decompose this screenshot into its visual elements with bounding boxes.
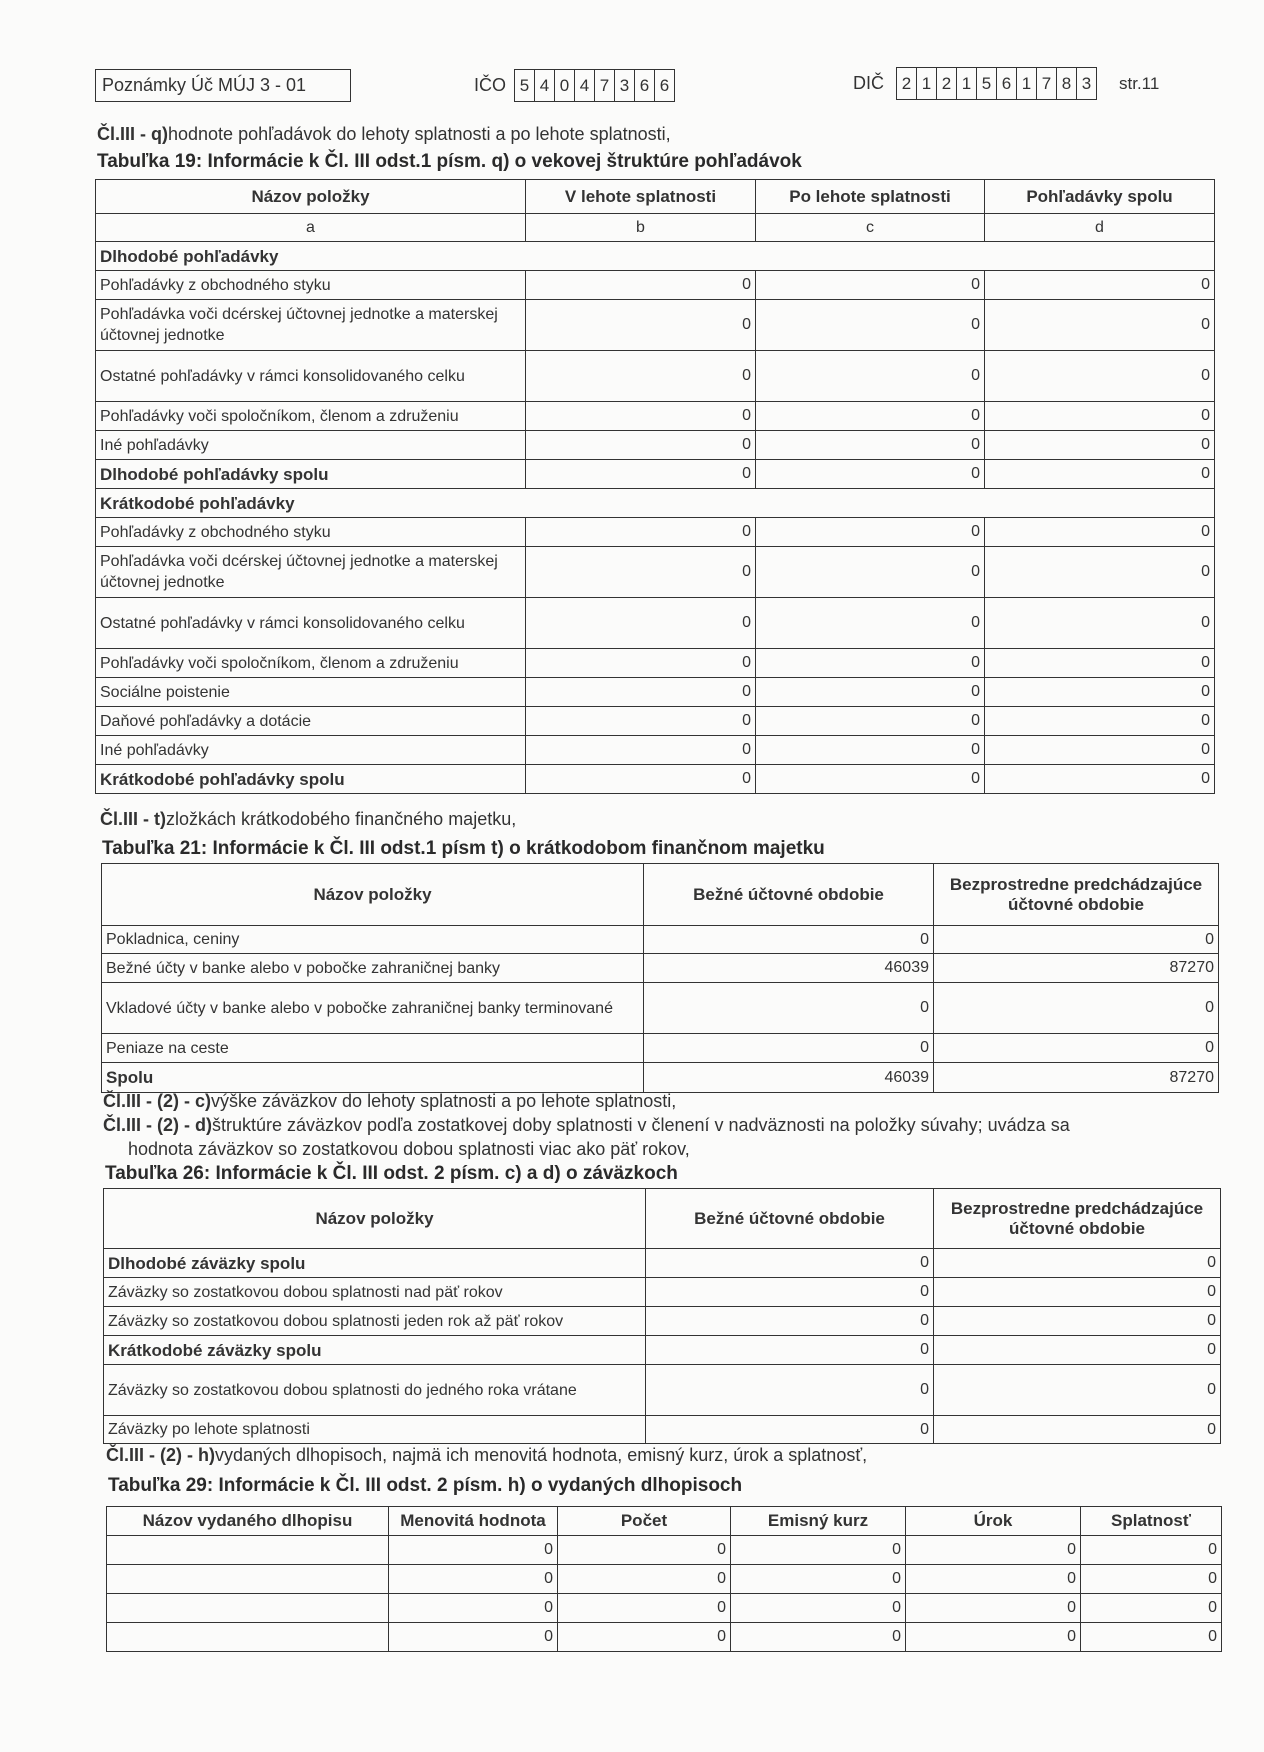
cell-c: 0 bbox=[756, 300, 985, 351]
cell-b: 0 bbox=[526, 271, 756, 300]
row-label: Pokladnica, ceniny bbox=[102, 926, 644, 954]
ico-digit: 5 bbox=[515, 70, 535, 101]
col-header: Názov položky bbox=[104, 1189, 646, 1249]
form-title-box bbox=[95, 69, 351, 102]
table-row bbox=[96, 547, 1215, 598]
table-row bbox=[102, 1063, 1219, 1093]
section-q-prefix: Čl.III - q) bbox=[97, 124, 168, 144]
ico-label: IČO bbox=[474, 75, 507, 95]
cell-count: 0 bbox=[558, 1623, 731, 1652]
section-d-heading bbox=[103, 1115, 1070, 1136]
cell-current: 0 bbox=[646, 1307, 934, 1336]
cell-previous: 0 bbox=[934, 1307, 1221, 1336]
dic-digit: 6 bbox=[997, 68, 1017, 99]
cell-current: 0 bbox=[644, 1034, 934, 1063]
table19-letter-row bbox=[96, 214, 1215, 242]
row-label: Dlhodobé záväzky spolu bbox=[104, 1249, 646, 1278]
table-row bbox=[107, 1623, 1222, 1652]
cell-d: 0 bbox=[985, 518, 1215, 547]
cell-current: 0 bbox=[646, 1365, 934, 1416]
cell-c: 0 bbox=[756, 351, 985, 402]
table-row bbox=[96, 300, 1215, 351]
table19-title: Tabuľka 19: Informácie k Čl. III odst.1 písm. q) o vekovej štruktúre pohľadávok bbox=[97, 151, 802, 172]
cell-c: 0 bbox=[756, 678, 985, 707]
dic-digit: 3 bbox=[1081, 74, 1092, 93]
row-label: Bežné účty v banke alebo v pobočke zahraničnej banky bbox=[102, 954, 644, 983]
cell-interest: 0 bbox=[906, 1623, 1081, 1652]
page-number: str.11 bbox=[1119, 74, 1160, 93]
row-label: Iné pohľadávky bbox=[96, 736, 526, 765]
cell-b: 0 bbox=[526, 598, 756, 649]
cell-previous: 0 bbox=[934, 983, 1219, 1034]
ico-digit: 4 bbox=[575, 70, 595, 101]
row-label: Krátkodobé pohľadávky spolu bbox=[96, 765, 526, 794]
cell-current: 0 bbox=[646, 1416, 934, 1444]
row-label: Pohľadávky z obchodného styku bbox=[96, 518, 526, 547]
row-label: Daňové pohľadávky a dotácie bbox=[96, 707, 526, 736]
dic-digit: 7 bbox=[1037, 68, 1057, 99]
dic-digit: 2 bbox=[897, 68, 917, 99]
cell-maturity: 0 bbox=[1081, 1594, 1222, 1623]
section-q-text: hodnote pohľadávok do lehoty splatnosti a po lehote splatnosti, bbox=[168, 124, 671, 144]
table-row bbox=[96, 242, 1215, 271]
table-row bbox=[96, 402, 1215, 431]
cell-previous: 87270 bbox=[934, 1063, 1219, 1093]
table-row bbox=[96, 518, 1215, 547]
cell-d: 0 bbox=[985, 678, 1215, 707]
table-row bbox=[107, 1536, 1222, 1565]
table26-title: Tabuľka 26: Informácie k Čl. III odst. 2 písm. c) a d) o záväzkoch bbox=[105, 1163, 678, 1184]
cell-d: 0 bbox=[985, 765, 1215, 794]
ico-digit: 4 bbox=[535, 70, 555, 101]
cell-current: 0 bbox=[644, 983, 934, 1034]
ico-digit: 3 bbox=[615, 70, 635, 101]
cell-previous: 87270 bbox=[934, 954, 1219, 983]
row-label: Spolu bbox=[102, 1063, 644, 1093]
cell-name bbox=[107, 1623, 389, 1652]
cell-d: 0 bbox=[985, 649, 1215, 678]
cell-rate: 0 bbox=[731, 1565, 906, 1594]
table-row bbox=[96, 351, 1215, 402]
row-label: Ostatné pohľadávky v rámci konsolidovaného celku bbox=[96, 598, 526, 649]
dic-digit: 2 bbox=[937, 68, 957, 99]
cell-d: 0 bbox=[985, 460, 1215, 489]
cell-maturity: 0 bbox=[1081, 1565, 1222, 1594]
cell-b: 0 bbox=[526, 707, 756, 736]
cell-interest: 0 bbox=[906, 1536, 1081, 1565]
cell-name bbox=[107, 1536, 389, 1565]
section-d-prefix: Čl.III - (2) - d) bbox=[103, 1115, 212, 1135]
col-header: Názov položky bbox=[102, 864, 644, 926]
section-h-text: vydaných dlhopisoch, najmä ich menovitá hodnota, emisný kurz, úrok a splatnosť, bbox=[214, 1445, 868, 1465]
cell-d: 0 bbox=[985, 431, 1215, 460]
cell-b: 0 bbox=[526, 678, 756, 707]
section-c-prefix: Čl.III - (2) - c) bbox=[103, 1091, 211, 1111]
row-label: Iné pohľadávky bbox=[96, 431, 526, 460]
cell-b: 0 bbox=[526, 431, 756, 460]
cell-d: 0 bbox=[985, 300, 1215, 351]
table-row bbox=[107, 1594, 1222, 1623]
cell-d: 0 bbox=[985, 271, 1215, 300]
cell-maturity: 0 bbox=[1081, 1623, 1222, 1652]
row-label: Pohľadávky z obchodného styku bbox=[96, 271, 526, 300]
table-row bbox=[96, 678, 1215, 707]
col-header: Názov vydaného dlhopisu bbox=[107, 1507, 389, 1536]
table-row bbox=[104, 1365, 1221, 1416]
table-row bbox=[102, 983, 1219, 1034]
cell-nominal: 0 bbox=[389, 1565, 558, 1594]
cell-d: 0 bbox=[985, 351, 1215, 402]
cell-b: 0 bbox=[526, 402, 756, 431]
table21 bbox=[101, 863, 1219, 1093]
section-c-text: výške záväzkov do lehoty splatnosti a po lehote splatnosti, bbox=[211, 1091, 677, 1111]
col-letter: c bbox=[756, 214, 985, 242]
table-row bbox=[96, 460, 1215, 489]
row-label: Dlhodobé pohľadávky bbox=[96, 242, 1215, 271]
col-header: Splatnosť bbox=[1081, 1507, 1222, 1536]
table-row bbox=[96, 598, 1215, 649]
cell-b: 0 bbox=[526, 351, 756, 402]
ico-digit: 6 bbox=[635, 70, 655, 101]
table-row bbox=[96, 649, 1215, 678]
section-h-heading bbox=[106, 1445, 867, 1466]
cell-previous: 0 bbox=[934, 1416, 1221, 1444]
section-c-heading bbox=[103, 1091, 676, 1112]
table26 bbox=[103, 1188, 1221, 1444]
section-q-heading bbox=[97, 124, 671, 145]
col-header: Názov položky bbox=[96, 180, 526, 214]
ico-digits bbox=[514, 69, 675, 102]
dic-label: DIČ bbox=[853, 73, 884, 93]
cell-count: 0 bbox=[558, 1594, 731, 1623]
dic-digit: 1 bbox=[917, 68, 937, 99]
col-letter: d bbox=[985, 214, 1215, 242]
cell-d: 0 bbox=[985, 707, 1215, 736]
cell-c: 0 bbox=[756, 736, 985, 765]
col-header: Pohľadávky spolu bbox=[985, 180, 1215, 214]
row-label: Záväzky so zostatkovou dobou splatnosti jeden rok až päť rokov bbox=[104, 1307, 646, 1336]
table-row bbox=[96, 271, 1215, 300]
cell-previous: 0 bbox=[934, 1365, 1221, 1416]
cell-current: 46039 bbox=[644, 954, 934, 983]
cell-rate: 0 bbox=[731, 1623, 906, 1652]
section-h-prefix: Čl.III - (2) - h) bbox=[106, 1445, 215, 1465]
section-t-heading bbox=[100, 809, 516, 830]
cell-name bbox=[107, 1594, 389, 1623]
cell-b: 0 bbox=[526, 765, 756, 794]
cell-name bbox=[107, 1565, 389, 1594]
table-row bbox=[102, 954, 1219, 983]
cell-b: 0 bbox=[526, 736, 756, 765]
dic-digit: 5 bbox=[977, 68, 997, 99]
cell-nominal: 0 bbox=[389, 1594, 558, 1623]
table21-header-row bbox=[102, 864, 1219, 926]
row-label: Záväzky po lehote splatnosti bbox=[104, 1416, 646, 1444]
cell-rate: 0 bbox=[731, 1536, 906, 1565]
table-row bbox=[102, 926, 1219, 954]
table19 bbox=[95, 179, 1215, 794]
row-label: Pohľadávky voči spoločníkom, členom a združeniu bbox=[96, 649, 526, 678]
row-label: Pohľadávka voči dcérskej účtovnej jednotke a materskej účtovnej jednotke bbox=[96, 300, 526, 351]
row-label: Ostatné pohľadávky v rámci konsolidovaného celku bbox=[96, 351, 526, 402]
section-t-text: zložkách krátkodobého finančného majetku, bbox=[166, 809, 517, 829]
col-header: Menovitá hodnota bbox=[389, 1507, 558, 1536]
table29 bbox=[106, 1506, 1222, 1652]
form-title: Poznámky Úč MÚJ 3 - 01 bbox=[102, 75, 307, 95]
col-header: Bezprostredne predchádzajúce účtovné obdobie bbox=[934, 1189, 1221, 1249]
col-header: Bežné účtovné obdobie bbox=[646, 1189, 934, 1249]
cell-b: 0 bbox=[526, 518, 756, 547]
row-label: Pohľadávky voči spoločníkom, členom a združeniu bbox=[96, 402, 526, 431]
table-row bbox=[96, 431, 1215, 460]
col-header: V lehote splatnosti bbox=[526, 180, 756, 214]
col-header: Po lehote splatnosti bbox=[756, 180, 985, 214]
table19-header-row bbox=[96, 180, 1215, 214]
table-row bbox=[102, 1034, 1219, 1063]
cell-count: 0 bbox=[558, 1565, 731, 1594]
cell-current: 0 bbox=[644, 926, 934, 954]
table29-title: Tabuľka 29: Informácie k Čl. III odst. 2 písm. h) o vydaných dlhopisoch bbox=[108, 1475, 743, 1496]
row-label: Peniaze na ceste bbox=[102, 1034, 644, 1063]
table-row bbox=[96, 489, 1215, 518]
col-header: Emisný kurz bbox=[731, 1507, 906, 1536]
cell-b: 0 bbox=[526, 547, 756, 598]
cell-interest: 0 bbox=[906, 1594, 1081, 1623]
cell-d: 0 bbox=[985, 547, 1215, 598]
section-t-prefix: Čl.III - t) bbox=[100, 809, 166, 829]
cell-current: 0 bbox=[646, 1249, 934, 1278]
cell-b: 0 bbox=[526, 460, 756, 489]
cell-c: 0 bbox=[756, 402, 985, 431]
cell-previous: 0 bbox=[934, 1249, 1221, 1278]
cell-d: 0 bbox=[985, 736, 1215, 765]
col-header: Bežné účtovné obdobie bbox=[644, 864, 934, 926]
cell-previous: 0 bbox=[934, 1034, 1219, 1063]
ico-field bbox=[474, 69, 675, 102]
cell-count: 0 bbox=[558, 1536, 731, 1565]
table26-header-row bbox=[104, 1189, 1221, 1249]
table-row bbox=[104, 1307, 1221, 1336]
cell-previous: 0 bbox=[934, 926, 1219, 954]
table21-title: Tabuľka 21: Informácie k Čl. III odst.1 písm t) o krátkodobom finančnom majetku bbox=[102, 838, 825, 859]
dic-digit: 1 bbox=[1017, 68, 1037, 99]
cell-d: 0 bbox=[985, 598, 1215, 649]
table-row bbox=[104, 1249, 1221, 1278]
dic-digit: 1 bbox=[957, 68, 977, 99]
cell-b: 0 bbox=[526, 300, 756, 351]
cell-c: 0 bbox=[756, 707, 985, 736]
table-row bbox=[104, 1336, 1221, 1365]
row-label: Záväzky so zostatkovou dobou splatnosti do jedného roka vrátane bbox=[104, 1365, 646, 1416]
col-header: Počet bbox=[558, 1507, 731, 1536]
cell-interest: 0 bbox=[906, 1565, 1081, 1594]
section-d-text: štruktúre záväzkov podľa zostatkovej doby splatnosti v členení v nadväznosti na položky súvahy; uvádza sa bbox=[211, 1115, 1070, 1135]
cell-c: 0 bbox=[756, 431, 985, 460]
dic-digit: 8 bbox=[1057, 68, 1077, 99]
row-label: Krátkodobé záväzky spolu bbox=[104, 1336, 646, 1365]
col-header: Úrok bbox=[906, 1507, 1081, 1536]
section-d-text2: hodnota záväzkov so zostatkovou dobou splatnosti viac ako päť rokov, bbox=[128, 1139, 690, 1159]
cell-nominal: 0 bbox=[389, 1536, 558, 1565]
row-label: Krátkodobé pohľadávky bbox=[96, 489, 1215, 518]
dic-digits bbox=[896, 67, 1097, 100]
cell-c: 0 bbox=[756, 271, 985, 300]
cell-current: 0 bbox=[646, 1278, 934, 1307]
row-label: Záväzky so zostatkovou dobou splatnosti nad päť rokov bbox=[104, 1278, 646, 1307]
cell-c: 0 bbox=[756, 460, 985, 489]
table-row bbox=[96, 707, 1215, 736]
cell-c: 0 bbox=[756, 598, 985, 649]
cell-c: 0 bbox=[756, 649, 985, 678]
cell-c: 0 bbox=[756, 518, 985, 547]
table-row bbox=[107, 1565, 1222, 1594]
cell-c: 0 bbox=[756, 765, 985, 794]
cell-c: 0 bbox=[756, 547, 985, 598]
cell-rate: 0 bbox=[731, 1594, 906, 1623]
cell-previous: 0 bbox=[934, 1278, 1221, 1307]
row-label: Dlhodobé pohľadávky spolu bbox=[96, 460, 526, 489]
col-letter: b bbox=[526, 214, 756, 242]
row-label: Sociálne poistenie bbox=[96, 678, 526, 707]
cell-nominal: 0 bbox=[389, 1623, 558, 1652]
cell-current: 46039 bbox=[644, 1063, 934, 1093]
col-letter: a bbox=[96, 214, 526, 242]
cell-b: 0 bbox=[526, 649, 756, 678]
table-row bbox=[104, 1278, 1221, 1307]
ico-digit: 6 bbox=[659, 76, 670, 95]
table-row bbox=[96, 736, 1215, 765]
table29-header-row bbox=[107, 1507, 1222, 1536]
cell-previous: 0 bbox=[934, 1336, 1221, 1365]
cell-d: 0 bbox=[985, 402, 1215, 431]
col-header: Bezprostredne predchádzajúce účtovné obdobie bbox=[934, 864, 1219, 926]
table-row bbox=[104, 1416, 1221, 1444]
dic-field bbox=[853, 67, 1159, 100]
ico-digit: 7 bbox=[595, 70, 615, 101]
ico-digit: 0 bbox=[555, 70, 575, 101]
cell-current: 0 bbox=[646, 1336, 934, 1365]
table-row bbox=[96, 765, 1215, 794]
row-label: Vkladové účty v banke alebo v pobočke zahraničnej banky terminované bbox=[102, 983, 644, 1034]
row-label: Pohľadávka voči dcérskej účtovnej jednotke a materskej účtovnej jednotke bbox=[96, 547, 526, 598]
cell-maturity: 0 bbox=[1081, 1536, 1222, 1565]
